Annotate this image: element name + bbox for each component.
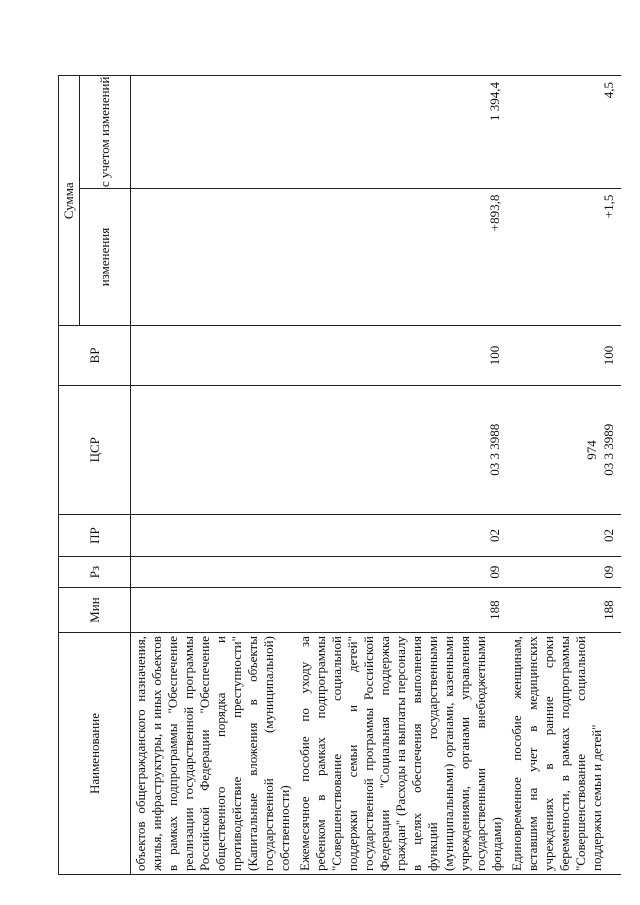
header-min: Мин [59, 588, 131, 633]
row-csr: 03 3 3989 [507, 385, 621, 514]
row-rz: 09 [507, 557, 621, 588]
table-row [507, 76, 621, 875]
page-number: 974 [584, 440, 599, 460]
row-rz [131, 557, 296, 588]
header-rz: Рз [59, 557, 131, 588]
header-csr: ЦСР [59, 385, 131, 514]
header-vr: ВР [59, 326, 131, 385]
budget-table [58, 75, 621, 875]
table-row [131, 76, 296, 875]
row-name: объектов общегражданского назначения, жилья, инфраструктуры, и иных объектов в рамках подпрограммы "Обеспечение реализации государственной программы Российской Федерации "Обеспечение общественного порядка и противодействие преступности" (Капитальные вложения в объекты государственной (муниципальной) собственности) [131, 633, 296, 875]
header-pr: ПР [59, 514, 131, 556]
row-vr [131, 326, 296, 385]
row-with-changes: 4,5 [507, 76, 621, 189]
header-row-top [59, 76, 80, 875]
row-vr: 100 [295, 326, 507, 385]
header-with-changes: с учетом изменений [80, 76, 131, 189]
header-sum: Сумма [59, 76, 80, 326]
row-name: Единовременное пособие женщинам, вставшим на учет в медицинских учреждениях в ранние сроки беременности, в рамках подпрограммы "Совершенствование социальной поддержки семьи и детей" [507, 633, 621, 875]
row-min: 188 [507, 588, 621, 633]
row-name: Ежемесячное пособие по уходу за ребенком в рамках подпрограммы "Совершенствование социальной поддержки семьи и детей" государственной программы Российской Федерации "Социальная поддержка граждан" (Расходы на выплаты персоналу в целях обеспечения выполнения функций государственными (муниципальными) органами, казенными учреждениями, органами управления государственными внебюджетными фондами) [295, 633, 507, 875]
row-rz: 09 [295, 557, 507, 588]
row-change: +893,8 [295, 188, 507, 326]
row-change: +1,5 [507, 188, 621, 326]
row-change [131, 188, 296, 326]
row-min [131, 588, 296, 633]
row-csr [131, 385, 296, 514]
row-pr [131, 514, 296, 556]
row-with-changes [131, 76, 296, 189]
table-row [295, 76, 507, 875]
row-csr: 03 3 3988 [295, 385, 507, 514]
header-name: Наименование [59, 633, 131, 875]
row-pr: 02 [507, 514, 621, 556]
row-min: 188 [295, 588, 507, 633]
row-vr: 100 [507, 326, 621, 385]
row-pr: 02 [295, 514, 507, 556]
row-with-changes: 1 394,4 [295, 76, 507, 189]
header-change: изменения [80, 188, 131, 326]
